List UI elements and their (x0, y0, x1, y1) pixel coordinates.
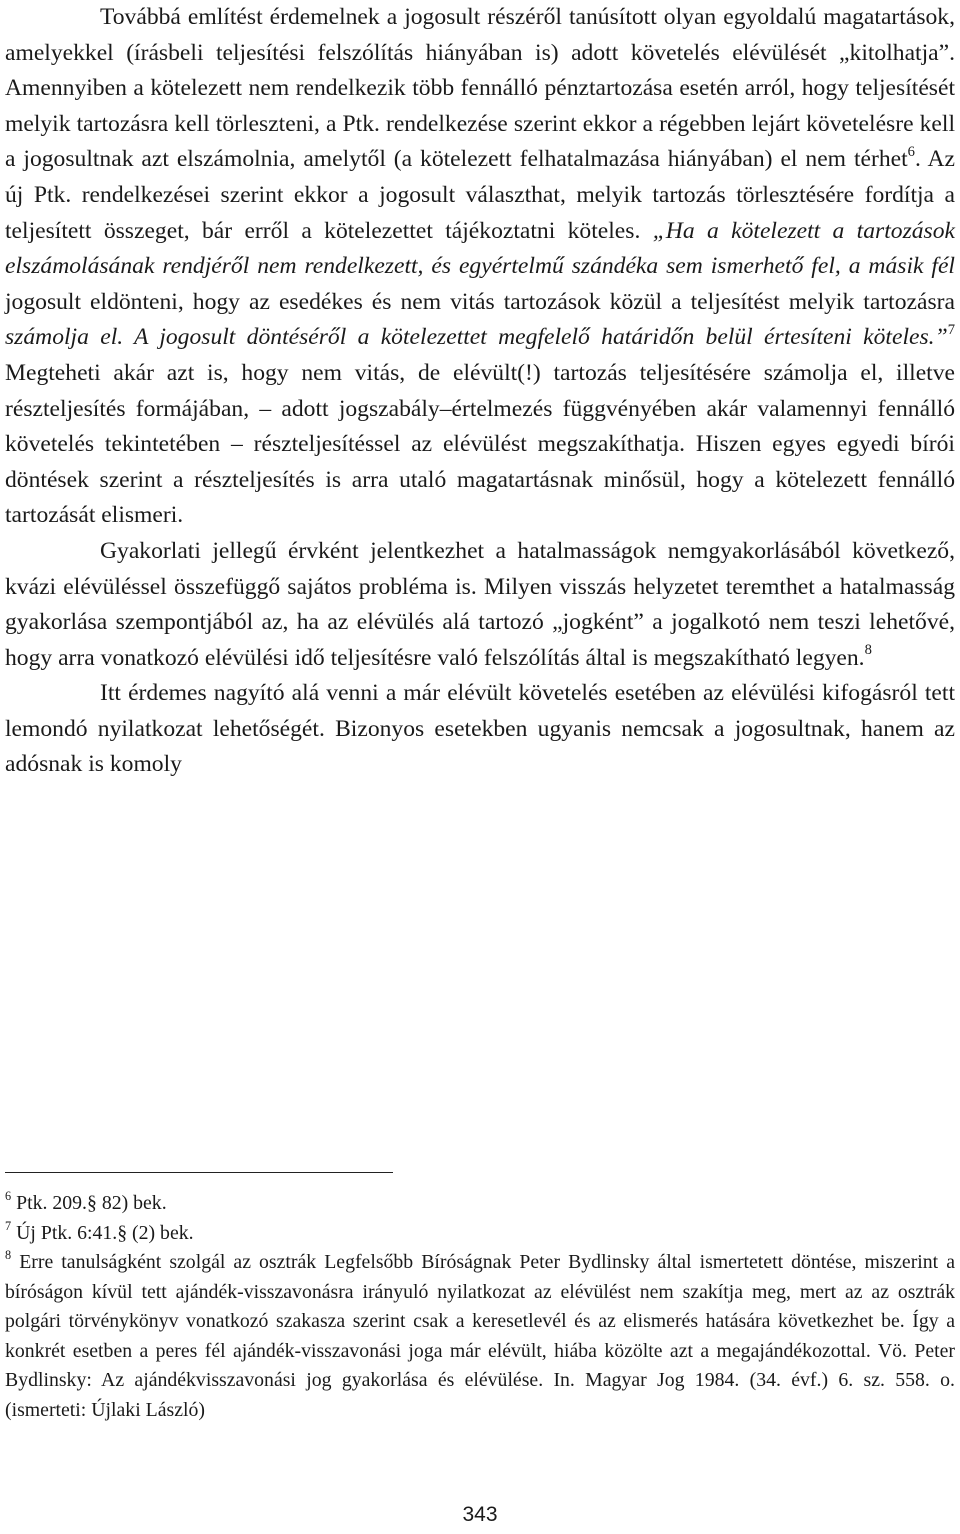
footnote-ref-8[interactable]: 8 (864, 642, 872, 659)
text-run: Gyakorlati jellegű érvként jelentkezhet a hatalmasságok nemgyakorlásából következő, kvázi elévüléssel összefüggő sajátos probléma is. Milyen visszás helyzetet teremthet a hatalmasság gyakorlása szempontjából az, ha az elévülés alá tartozó „jogként” a jogalkotó nem teszi lehetővé, hogy arra vonatkozó elévülési idő teljesítésre való felszólítás által is megszakítható legyen. (5, 537, 955, 671)
footnote-ref-6[interactable]: 6 (907, 144, 915, 161)
text-run: Megteheti akár azt is, hogy nem vitás, de elévült(!) tartozás teljesítésére számolja el, illetve részteljesítés formájában, – adott jogszabály–értelmezés függvényében akár valamennyi fennálló követelés tekintetében – részteljesítéssel az elévülést megszakíthatja. Hiszen egyes egyedi bírói döntések szerint a részteljesítés is arra utaló magatartásnak minősül, hogy a kötelezett fennálló tartozását elismeri. (5, 359, 955, 529)
paragraph-1 (5, 0, 955, 534)
footnote-text: Ptk. 209.§ 82) bek. (16, 1192, 167, 1214)
page-number: 343 (462, 1503, 498, 1526)
footnote-number: 7 (5, 1218, 12, 1233)
footnote-8 (5, 1248, 955, 1425)
footnote-text: Új Ptk. 6:41.§ (2) bek. (16, 1221, 194, 1244)
footnote-separator (5, 1172, 393, 1173)
text-run: jogosult eldönteni, hogy az esedékes és nem vitás tartozások közül a teljesítést melyik tartozásra (5, 288, 955, 315)
text-run: . Az új Ptk. rendelkezései szerint ekkor a jogosult választhat, melyik tartozás törlesztésére fordítja a teljesített összeget, bár erről a kötelezettet tájékoztatni köteles. (5, 146, 955, 244)
footnote-text: Erre tanulságként szolgál az osztrák Legfelsőbb Bíróságnak Peter Bydlinsky által ismertetett döntése, miszerint a bíróságon kívül tett ajándék-visszavonásra irányuló nyilatkozat az elévülést nem szakítja meg, mert az az osztrák polgári törvénykönyv vonatkozó szakasza szerint csak a keresetlevél és az elismerés hatására következhet be. Így a konkrét esetben a peres fél ajándék-visszavonási joga már elévült, hiába közölte azt a megajándékozottal. Vö. Peter Bydlinsky: Az ajándékvisszavonási jog gyakorlása és elévülése. In. Magyar Jog 1984. (34. évf.) 6. sz. 558. o. (ismerteti: Újlaki László) (5, 1251, 955, 1421)
footnote-7 (5, 1219, 955, 1249)
text-run: Továbbá említést érdemelnek a jogosult részéről tanúsított olyan egyoldalú magatartások, amelyekkel (írásbeli teljesítési felszólítás hiányában is) adott követelés elévülését „kitolhatja”. Amennyiben a kötelezett nem rendelkezik több fennálló pénztartozása esetén arról, hogy teljesítését melyik tartozásra kell törleszteni, a Ptk. rendelkezése szerint ekkor a régebben lejárt követelésre kell a jogosultnak azt elszámolnia, amelytől (a kötelezett felhatalmazása hiányában) el nem térhet (5, 4, 955, 173)
paragraph-3: Itt érdemes nagyító alá venni a már elévült követelés esetében az elévülési kifogásról tett lemondó nyilatkozat lehetőségét. Bizonyos esetekben ugyanis nemcsak a jogosultnak, hanem az adósnak is komoly (5, 680, 955, 778)
footnotes (5, 1189, 955, 1425)
footnote-number: 6 (5, 1189, 12, 1204)
paragraph-2 (5, 534, 955, 676)
footnote-number: 8 (5, 1248, 12, 1263)
footnote-6 (5, 1189, 955, 1219)
main-text (5, 0, 955, 783)
footnote-ref-7[interactable]: 7 (947, 322, 955, 339)
quote-italic: számolja el. A jogosult döntéséről a kötelezettet megfelelő határidőn belül értesíteni köteles.” (5, 324, 948, 351)
quote-italic: „Ha a kötelezett a tartozások elszámolásának rendjéről nem rendelkezett, és egyértelmű szándéka sem ismerhető fel, a másik fél (5, 217, 955, 280)
